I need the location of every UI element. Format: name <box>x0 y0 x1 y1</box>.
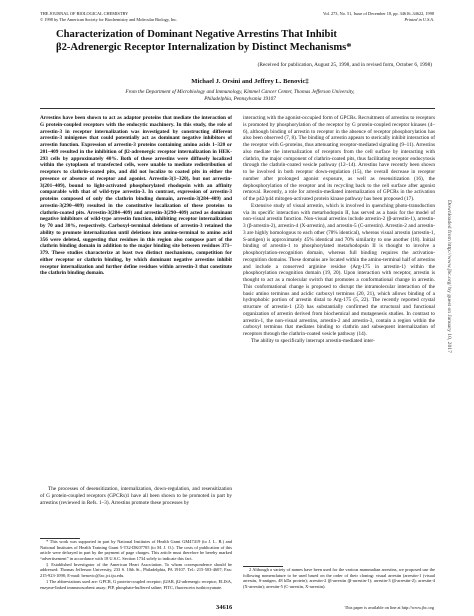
abstract: Arrestins have been shown to act as adaptor proteins that mediate the interaction of G protein-coupled receptors with the endocytic machinery. In this study, the role of arrestin-3 in receptor internalization was investigated by constructing different arrestin-3 minigenes that could potentially act as dominant negative inhibitors of arrestin function. Expression of arrestin-3 proteins containing amino acids 1–320 or 201–409 resulted in the inhibition of β2-adrenergic receptor internalization in HEK-293 cells by approximately 40%. Both of these arrestins were diffusely localized within the cytoplasm of transfected cells, were unable to mediate redistribution of receptors to clathrin-coated pits, and did not localize to coated pits in either the presence or absence of receptor and agonist. Arrestin-3(1–320), but not arrestin-3(201–409), bound to light-activated phosphorylated rhodopsin with an affinity comparable with that of wild-type arrestin-3. In contrast, expression of arrestin-3 proteins composed of only the clathrin binding domain, arrestin-3(284–409) and arrestin-3(290–409) resulted in the constitutive localization of these proteins to clathrin-coated pits. Arrestin-3(284–409) and arrestin-3(290–409) acted as dominant negative inhibitors of wild-type arrestin function, inhibiting receptor internalization by 70 and 30%, respectively. Carboxyl-terminal deletions of arrestin-3 retained the ability to promote internalization until deletions into amino-terminal to amino acid 356 were deleted, suggesting that residues in this region also compose part of the clathrin binding domain in addition to the major binding site between residues 371–379. These studies characterize at least two distinct mechanisms, competition for either receptor or clathrin binding, by which dominant negative arrestins inhibit receptor internalization and further define residues within arrestin-3 that constitute the clathrin binding domain. <box>40 115 232 277</box>
footnote-right <box>243 566 435 590</box>
article-title <box>56 29 416 55</box>
body-paragraph: Extensive study of visual arrestin, which is involved in quenching photo-transduction via its specific interaction with metarhodopsin II, has served as a basis for the model of non-visual arrestin function. Non-visual arrestins include arrestin-2 (β-arrestin-1), arrestin-3 (β-arrestin-2), arrestin-4 (X-arrestin), and arrestin-5 (C-arrestin). Arrestin-2 and arrestin-3 are highly homologous to each other (78% identical), whereas visual arrestin (arrestin-1, S-antigen) is approximately 45% identical and 70% similarity to one another (18). Initial binding of arrestin-1 to phosphorylated metarhodopsin II is thought to involve a phosphorylation-recognition domain, whereas full binding requires the activation-recognition domains. These domains are located within the amino-terminal half of arrestins and include a conserved arginine residue (Arg-175 in arrestin-1) within the phosphorylation recognition domain (19, 20). Upon interaction with receptor, arrestin is thought to act as a molecular switch that promotes a conformational change in arrestin. This conformational change is proposed to disrupt the intramolecular interaction of the basic amino terminus and acidic carboxyl terminus (20, 21), which allows binding of a hydrophobic portion of arrestin distal to Arg-175 (5, 22). The recently reported crystal structure of arrestin-1 (23) has substantially confirmed the structural and functional organization of arrestin derived from biochemical and mutagenesis studies. In contrast to arrestin-1, the non-visual arrestins, arrestin-2 and arrestin-3, contain a region within the carboxyl terminus that mediates binding to clathrin and subsequent internalization of receptors through the clathrin-coated vesicle pathway (14). <box>243 202 435 337</box>
introduction-paragraph: The processes of desensitization, internalization, down-regulation, and resensitization of G protein-coupled receptors (GPCRs)1 have all been shown to be promoted in part by arrestins (reviewed in Refs. 1–3). Arrestins promote these processes by <box>40 486 232 506</box>
printed-line: Printed in U.S.A. <box>404 16 434 22</box>
right-column <box>243 115 435 345</box>
header-rule <box>40 108 435 109</box>
affiliation <box>70 89 410 102</box>
authors: Michael J. Orsini and Jeffrey L. Benovic‡ <box>191 78 309 85</box>
journal-header-right <box>323 11 434 22</box>
footnote-correspondence: ‡ Established Investigator of the American Heart Association. To whom correspondence should be addressed: Thomas Jefferson University, 233 S. 10th St., Philadelphia, PA 19107. Tel.: 215-503-4607; Fax: 215-923-1098; E-mail: benovic@lac.jci.tju.edu. <box>40 561 232 578</box>
page-number: 34616 <box>216 604 233 611</box>
download-watermark: Downloaded from http://www.jbc.org/ by guest on January 10, 2017 <box>446 200 452 353</box>
footnotes-left <box>40 538 232 591</box>
affiliation-line-2: Philadelphia, Pennsylvania 19107 <box>204 95 276 102</box>
received-dates: (Received for publication, August 25, 1998, and in revised form, October 6, 1998) <box>257 62 432 68</box>
title-line-1: Characterization of Dominant Negative Arrestins That Inhibit <box>56 29 337 40</box>
footnote-nomenclature: 2 Although a variety of names have been used for the various mammalian arrestins, we proposed use the following nomenclature to be used based on the order of their cloning: visual arrestin (arrestin-1 (visual arrestin, S-antigen, 48 kDa protein); arrestin-2 (β-arrestin (β-arrestin-1); arrestin-3 (β-arrestin-2); arrestin-4 (X-arrestin); arrestin-5 (C-arrestin, X-arrestin). <box>243 567 435 589</box>
title-line-2: β2-Adrenergic Receptor Internalization by Distinct Mechanisms* <box>56 41 352 53</box>
footnote-abbreviations: 1 The abbreviations used are: GPCR, G protein-coupled receptor; β2AR, β2-adrenergic receptor; ELISA, enzyme-linked immunosorbent assay; PIP, phosphate-buffered saline; FITC, fluorescein isothiocyanate. <box>40 578 232 590</box>
footnote-funding: * This work was supported in part by National Institutes of Health Grant GM47419 (to J. L. B.) and National Institutes of Health Training Grant 5-T32-DK07705 (to M. J. O.). The costs of publication of this article were defrayed in part by the payment of page charges. This article must therefore be hereby marked “advertisement” in accordance with 18 U.S.C. Section 1734 solely to indicate this fact. <box>40 539 232 561</box>
copyright-line: © 1998 by The American Society for Biochemistry and Molecular Biology, Inc. <box>40 16 178 22</box>
online-availability-note: This paper is available on line at http://www.jbc.org <box>344 605 434 610</box>
body-paragraph: The ability to specifically interrupt arrestin-mediated inter- <box>251 337 375 344</box>
body-paragraph: interacting with the agonist-occupied form of GPCRs. Recruitment of arrestins to receptors is promoted by phosphorylation of the receptor by G protein-coupled receptor kinases (4–6), although binding of arrestin to receptor in the absence of receptor phosphorylation has also been observed (7, 8). The binding of arrestin appears to sterically inhibit interaction of the receptor with G-proteins, thus attenuating receptor-mediated signaling (9–11). Arrestins also mediate the internalization of receptors from the cell surface by interacting with clathrin, the major component of clathrin-coated pits, thus facilitating receptor endocytosis through the clathrin-coated vesicle pathway (12–14). Arrestins have recently been shown to be involved in both receptor down-regulation (15), the overall decrease in receptor number after prolonged agonist exposure, as well as resensitization (16), the dephosphorylation of the receptor and its recycling back to the cell surface after agonist removal. Recently, a role for arrestin-mediated internalization of GPCRs in the activation of the p42/p44 mitogen-activated protein kinase pathway has been proposed (17). <box>243 115 435 202</box>
journal-name: THE JOURNAL OF BIOLOGICAL CHEMISTRY <box>40 11 129 16</box>
affiliation-line-1: From the Department of Microbiology and Immunology, Kimmel Cancer Center, Thomas Jefferson University, <box>125 89 355 95</box>
journal-header-left <box>40 11 177 22</box>
volume-line: Vol. 273, No. 51, Issue of December 18, pp. 34616–34622, 1998 <box>322 11 434 16</box>
